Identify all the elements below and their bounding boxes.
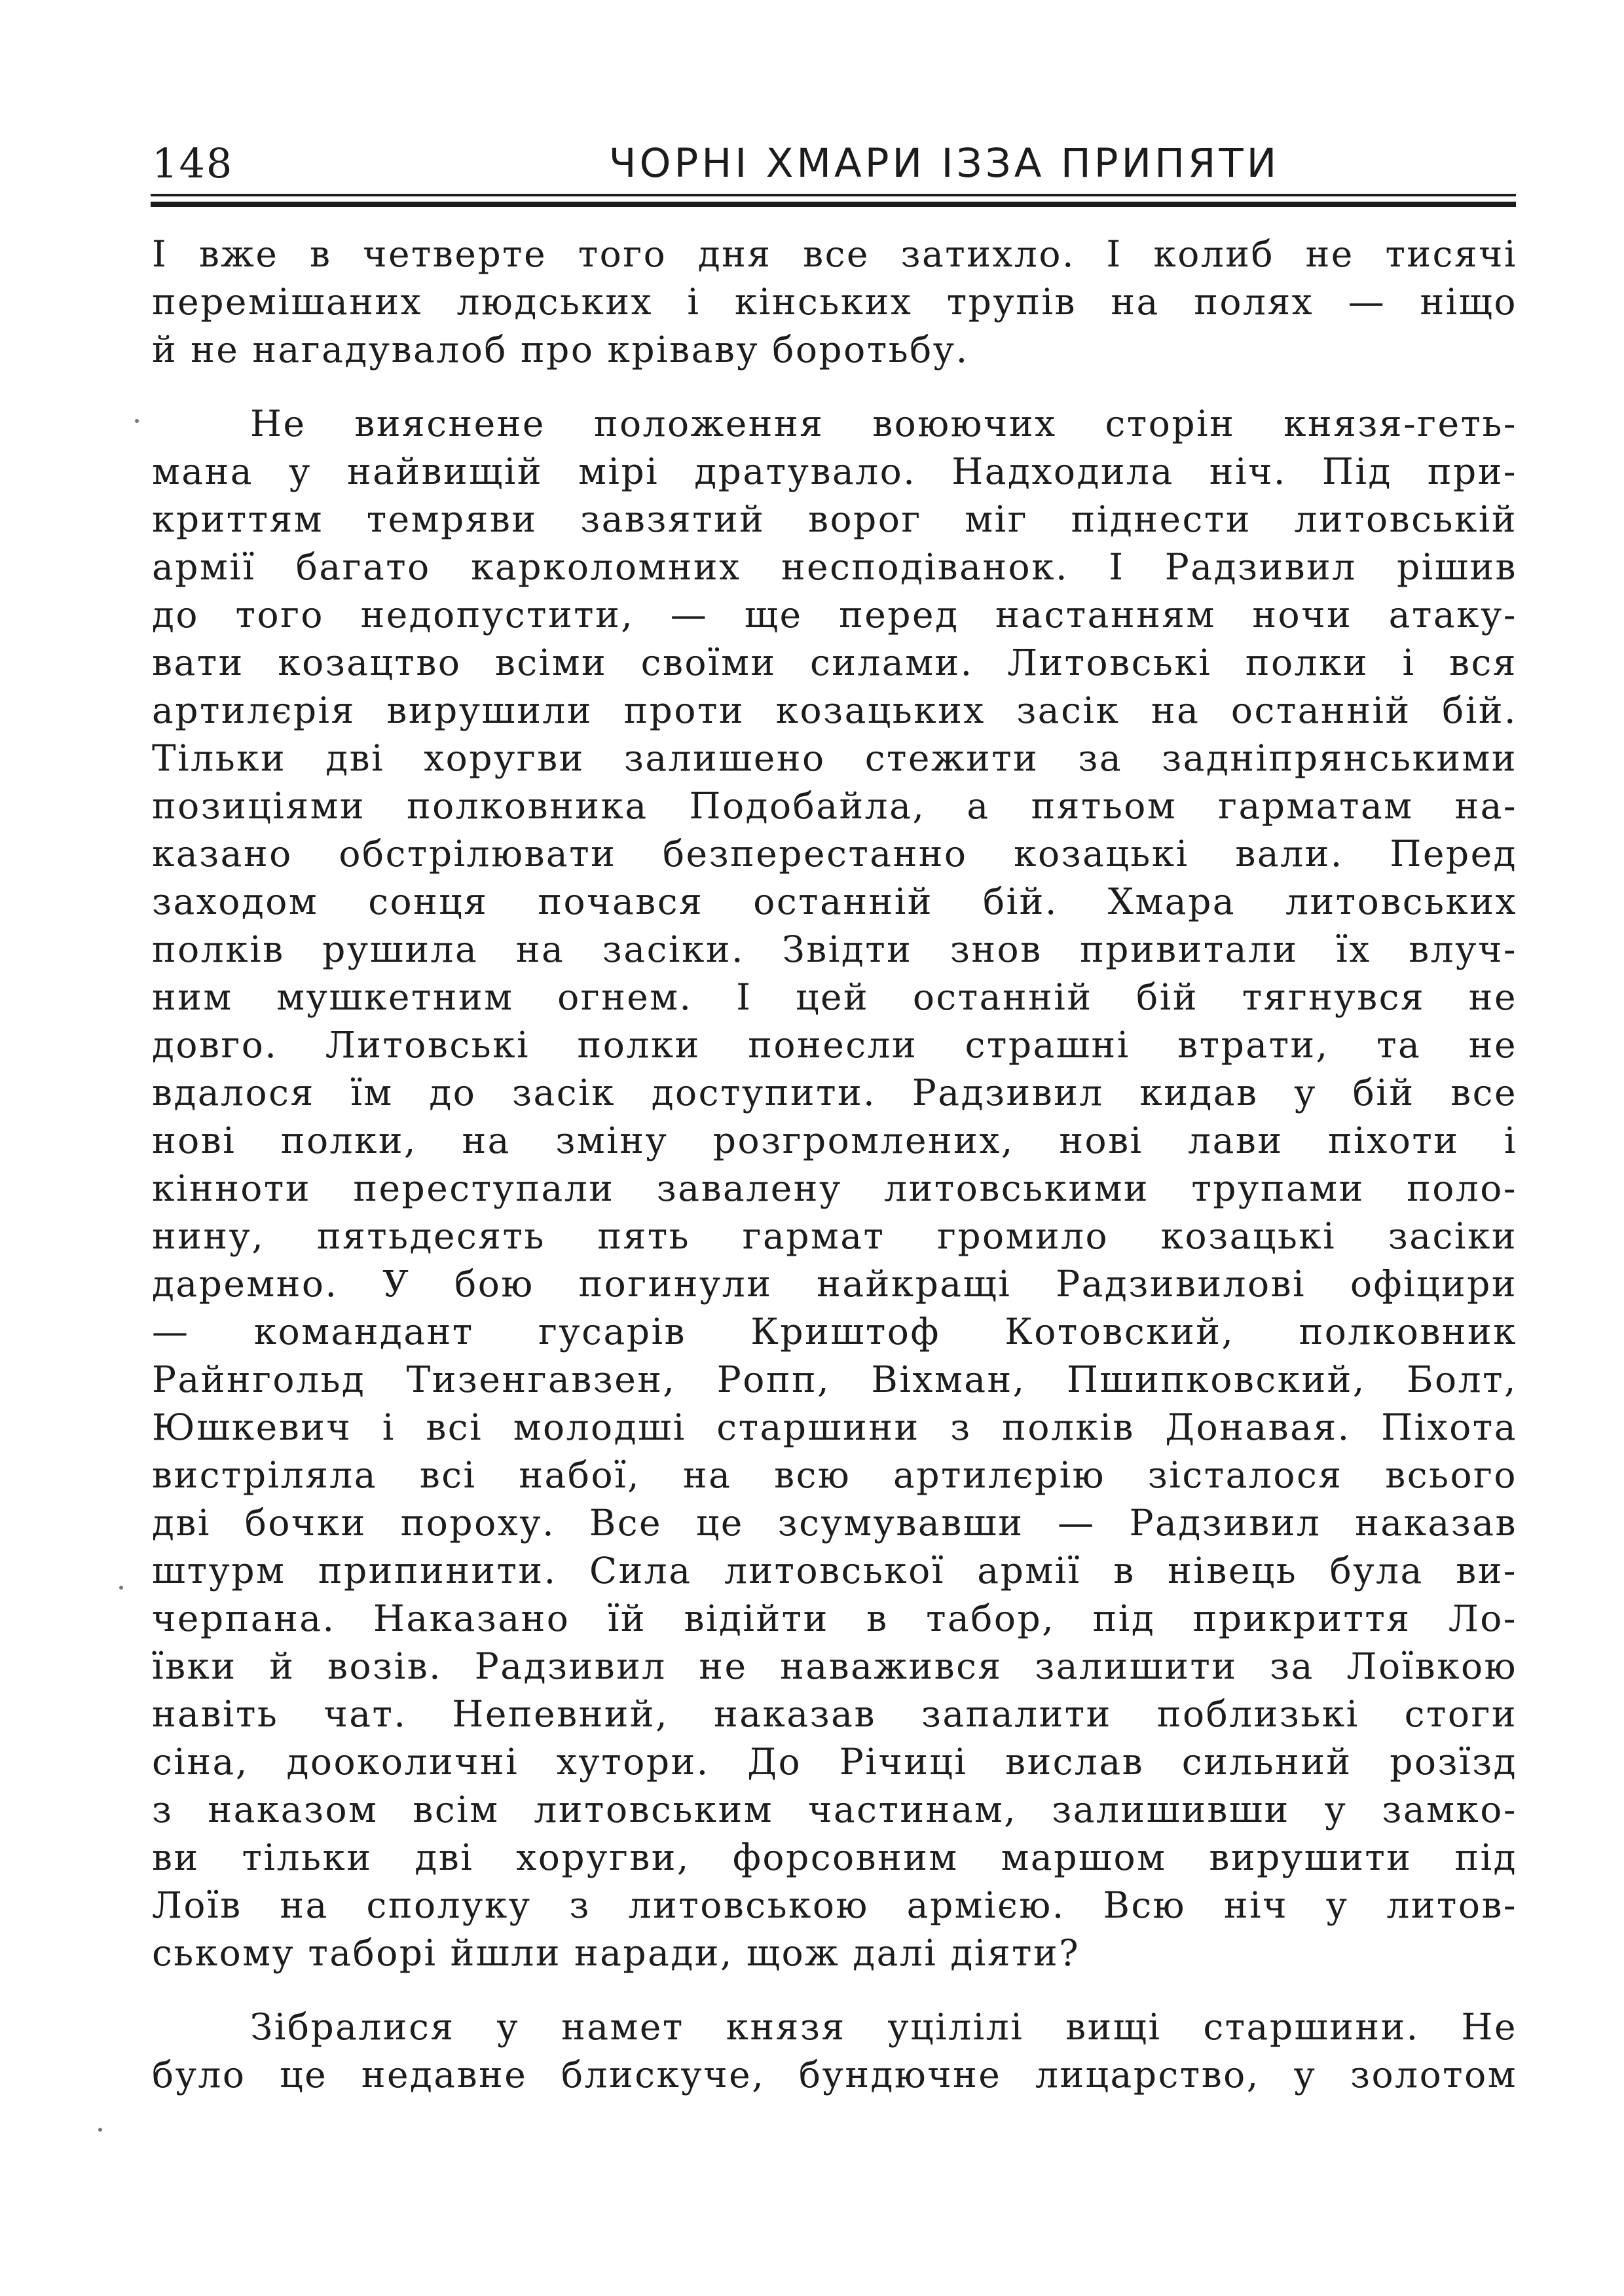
page-number: 148 [152, 139, 234, 187]
text-line: полків рушила на засіки. Звідти знов привитали їх влуч- [152, 928, 1517, 970]
running-head [152, 134, 1514, 193]
paragraph [152, 400, 1517, 1977]
text-line: Юшкевич і всі молодші старшини з полків Донавая. Піхота [152, 1406, 1517, 1448]
paragraph [152, 230, 1517, 374]
text-line: — командант гусарів Криштоф Котовский, полковник [152, 1311, 1517, 1353]
text-line: І вже в четверте того дня все затихло. І колиб не тисячі [152, 233, 1517, 275]
text-line: нину, пятьдесять пять гармат громило козацькі засіки [152, 1215, 1517, 1257]
text-line: було це недавне блискуче, бундючне лицарство, у золотом [152, 2054, 1517, 2096]
text-line: ним мушкетним огнем. І цей останній бій тягнувся не [152, 976, 1517, 1018]
paragraph-gap [152, 374, 1517, 400]
text-line: Райнгольд Тизенгавзен, Ропп, Віхман, Пшипковский, Болт, [152, 1358, 1517, 1400]
text-line: ви тільки дві хоругви, форсовним маршом вирушити під [152, 1836, 1517, 1878]
text-line: довго. Литовські полки понесли страшні втрати, та не [152, 1024, 1517, 1066]
text-line: дві бочки пороху. Все це зсумувавши — Радзивил наказав [152, 1502, 1517, 1544]
text-line: перемішаних людських і кінських трупів на полях — ніщо [152, 281, 1517, 323]
text-line: й не нагадувалоб про кріваву боротьбу. [152, 329, 969, 371]
text-line: казано обстрілювати безперестанно козацькі вали. Перед [152, 833, 1517, 875]
text-line: Не вияснене положення воюючих сторін князя-геть- [250, 403, 1517, 445]
scan-speck [98, 2128, 102, 2132]
text-line: мана у найвищій мірі дратувало. Надходила ніч. Під при- [152, 450, 1517, 492]
header-rule-thin [151, 194, 1516, 196]
text-line: заходом сонця почався останній бій. Хмара литовських [152, 881, 1517, 922]
paragraph-gap [152, 1977, 1517, 2003]
text-line: навіть чат. Непевний, наказав запалити поблизькі стоги [152, 1693, 1517, 1735]
header-rule-thick [151, 202, 1516, 207]
text-line: ївки й возів. Радзивил не наважився залишити за Лоївкою [152, 1645, 1517, 1687]
text-line: армії багато карколомних несподіванок. І Радзивил рішив [152, 546, 1517, 588]
text-line: криттям темряви завзятий ворог міг піднести литовській [152, 498, 1517, 540]
text-line: кінноти переступали завалену литовськими трупами поло- [152, 1167, 1517, 1209]
text-line: Зібралися у намет князя уцілілі вищі старшини. Не [250, 2006, 1517, 2048]
body-text [152, 230, 1517, 2099]
text-line: з наказом всім литовським частинам, залишивши у замко- [152, 1789, 1517, 1831]
paragraph [152, 2003, 1517, 2099]
scan-speck [119, 1586, 123, 1590]
text-line: нові полки, на зміну розгромлених, нові лави піхоти і [152, 1120, 1517, 1161]
text-line: черпана. Наказано їй відійти в табор, під прикриття Ло- [152, 1597, 1517, 1639]
text-line: ському таборі йшли наради, щож далі діяти? [152, 1932, 1080, 1974]
text-line: вистріляла всі набої, на всю артилєрію зісталося всього [152, 1454, 1517, 1496]
running-title: ЧОРНІ ХМАРИ ІЗЗА ПРИПЯТИ [608, 140, 1280, 187]
text-line: позиціями полковника Подобайла, а пятьом гарматам на- [152, 785, 1517, 827]
scan-speck [135, 419, 139, 423]
text-line: до того недопустити, — ще перед настанням ночи атаку- [152, 594, 1517, 636]
text-line: даремно. У бою погинули найкращі Радзивилові офіцири [152, 1263, 1517, 1305]
text-line: вати козацтво всіми своїми силами. Литовські полки і вся [152, 642, 1517, 683]
text-line: артилєрія вирушили проти козацьких засік на останній бій. [152, 689, 1517, 731]
text-line: Лоїв на сполуку з литовською армією. Всю ніч у литов- [152, 1884, 1517, 1926]
text-line: Тільки дві хоругви залишено стежити за задніпрянськими [152, 737, 1517, 779]
text-line: штурм припинити. Сила литовської армії в нівець була ви- [152, 1550, 1517, 1592]
text-line: сіна, дооколичні хутори. До Річиці вислав сильний розїзд [152, 1741, 1517, 1783]
text-line: вдалося їм до засік доступити. Радзивил кидав у бій все [152, 1072, 1517, 1114]
